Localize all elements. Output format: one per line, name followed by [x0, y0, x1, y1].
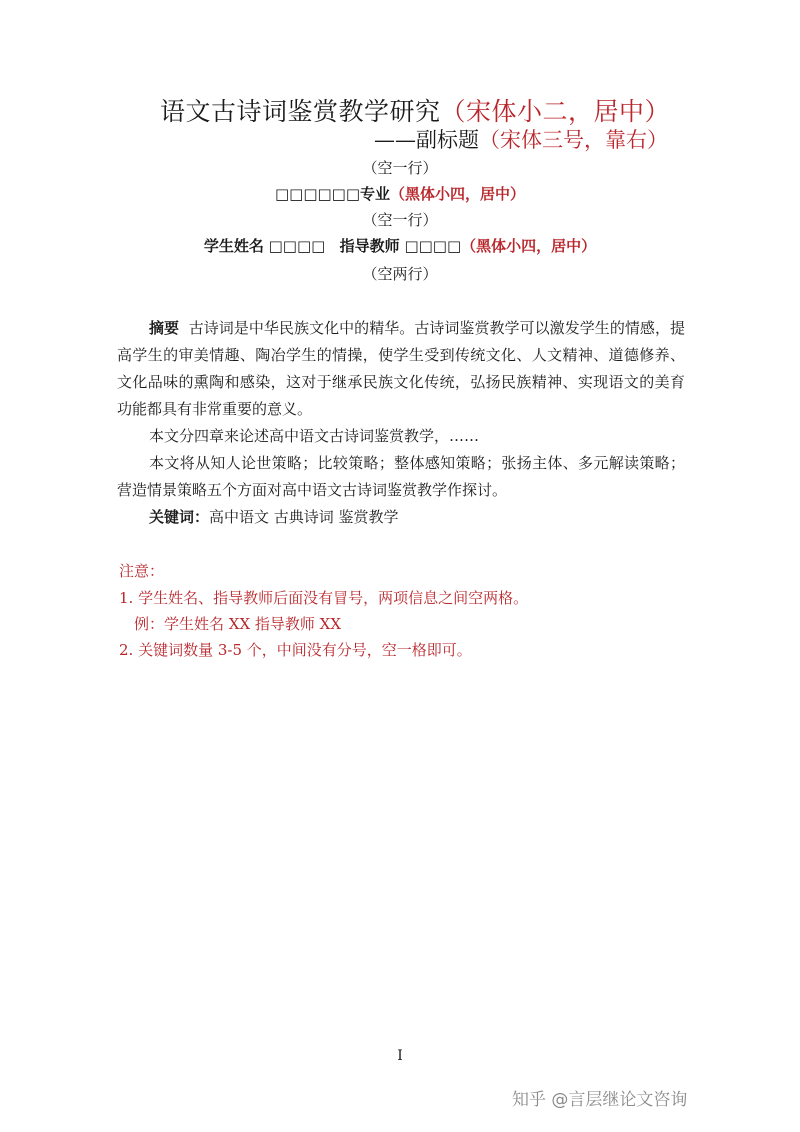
major-line	[0, 183, 800, 204]
note-item-2: 2. 关键词数量 3-5 个，中间没有分号，空一格即可。	[119, 641, 472, 659]
abstract-paragraph-2: 本文分四章来论述高中语文古诗词鉴赏教学，……	[149, 427, 480, 445]
keywords-label: 关键词：	[149, 508, 210, 526]
subtitle-format-note: （宋体三号，靠右）	[479, 128, 668, 152]
blank-two-lines-note: （空两行）	[362, 265, 438, 283]
major-placeholder: □□□□□□专业	[274, 185, 391, 203]
blank-line-note-1: （空一行）	[362, 159, 438, 177]
blank-line-note-2: （空一行）	[362, 211, 438, 229]
keywords-text: 高中语文 古典诗词 鉴赏教学	[209, 508, 399, 526]
watermark: 知乎 @言层继论文咨询	[512, 1090, 688, 1110]
title-text: 语文古诗词鉴赏教学研究	[160, 97, 441, 126]
student-name-label: 学生姓名	[203, 237, 264, 255]
abstract-label: 摘要	[149, 319, 180, 337]
student-name-placeholder: □□□□	[268, 237, 326, 255]
major-format-note: （黑体小四，居中）	[390, 185, 526, 203]
advisor-placeholder: □□□□	[404, 237, 462, 255]
keywords-line	[117, 504, 685, 531]
subtitle-text: ——副标题	[374, 128, 479, 152]
title-format-note: （宋体小二，居中）	[440, 97, 671, 126]
abstract-text-1: 古诗词是中华民族文化中的精华。古诗词鉴赏教学可以激发学生的情感，提高学生的审美情趣、陶冶学生的情操，使学生受到传统文化、人文精神、道德修养、文化品味的熏陶和感染，这对于继承民族文化传统，弘扬民族精神、实现语文的美育功能都具有非常重要的意义。	[117, 319, 685, 418]
document-title	[160, 92, 670, 128]
names-format-note: （黑体小四，居中）	[461, 237, 597, 255]
abstract-paragraph-1	[117, 315, 685, 423]
notes-heading: 注意：	[119, 562, 165, 580]
page-number: I	[397, 1048, 403, 1064]
abstract-paragraph-3: 本文将从知人论世策略；比较策略；整体感知策略；张扬主体、多元解读策略；营造情景策略五个方面对高中语文古诗词鉴赏教学作探讨。	[117, 454, 685, 499]
names-line	[0, 235, 800, 256]
note-example: 例：学生姓名 XX 指导教师 XX	[134, 615, 342, 633]
advisor-label: 指导教师	[339, 237, 400, 255]
document-subtitle	[374, 124, 668, 154]
note-item-1: 1. 学生姓名、指导教师后面没有冒号，两项信息之间空两格。	[119, 589, 529, 607]
